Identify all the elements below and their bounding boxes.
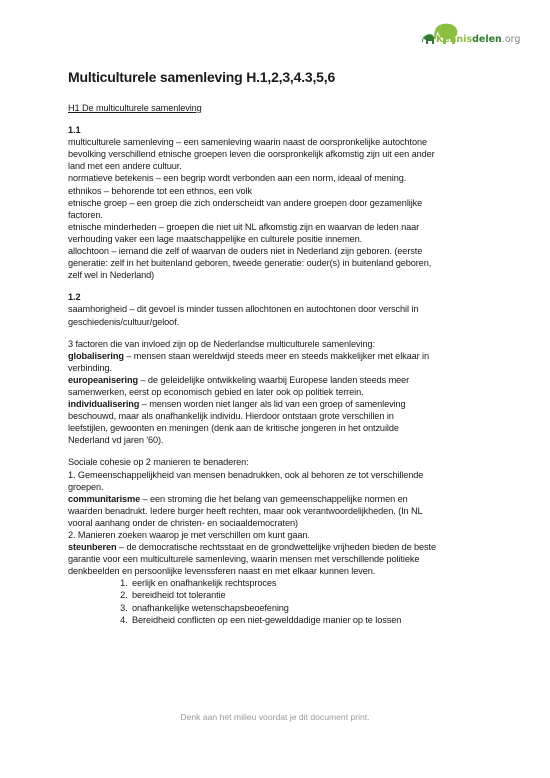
text-line: 2. Manieren zoeken waarop je met verschillen om kunt gaan. xyxy=(68,530,310,540)
text-line: geschiedenis/cultuur/geloof. xyxy=(68,316,180,327)
kennisdelen-logo[interactable] xyxy=(422,22,530,54)
section-1-2-body xyxy=(68,303,494,327)
steunberen-list xyxy=(68,577,494,625)
logo-text: Kennisdelen.org xyxy=(436,34,521,45)
text-line: steunberen – de democratische rechtsstaat en de grondwettelijke vrijheden bieden de beste xyxy=(68,542,437,553)
text-line: verhouding vaker een lage maatschappelijke en culturele positie innemen. xyxy=(68,233,363,244)
text-line: etnische groep – een groep die zich onderscheidt van andere groepen door gezamenlijke xyxy=(68,197,423,208)
list-item: 1. eerlijk en onafhankelijk rechtsproces xyxy=(130,577,494,589)
term-europeanisering: europeanisering xyxy=(68,374,138,385)
text-line: normatieve betekenis – een begrip wordt verbonden aan een norm, ideaal of mening. xyxy=(68,173,407,184)
text-line: verbinding. xyxy=(68,362,112,373)
section-heading-1-1: 1.1 xyxy=(68,125,81,136)
text-line: vooral aanhang onder de christen- en sociaaldemocraten) xyxy=(68,517,298,528)
document-title: Multiculturele samenleving H.1,2,3,4.3,5,6 xyxy=(68,69,336,85)
text-line: zelf wel in Nederland) xyxy=(68,270,155,281)
text-line: individualisering – mensen worden niet langer als lid van een groep of samenleving xyxy=(68,399,406,410)
term-steunberen: steunberen xyxy=(68,542,117,553)
list-item: 4. Bereidheid conflicten op een niet-gewelddadige manier op te lossen xyxy=(130,614,494,626)
text-line: globalisering – mensen staan wereldwijd steeds meer en steeds makkelijker met elkaar in xyxy=(68,350,430,361)
term-communitarisme: communitarisme xyxy=(68,493,141,504)
list-item: 3. onafhankelijke wetenschapsbeoefening xyxy=(130,602,494,614)
text-line: saamhorigheid – dit gevoel is minder tussen allochtonen en autochtonen door verschil in xyxy=(68,304,419,315)
list-item: 2. bereidheid tot tolerantie xyxy=(130,589,494,601)
text-line: bevolking verschillend etnische groepen leven die oorspronkelijk afkomstig zijn uit een ander xyxy=(68,149,435,160)
factors-block xyxy=(68,338,494,447)
term-globalisering: globalisering xyxy=(68,350,124,361)
text-line: leefstijlen, gewoonten en meningen (denk aan de kritische jongeren in het ontzuilde xyxy=(68,423,399,434)
text-line: multiculturele samenleving – een samenleving waarin naast de oorspronkelijke autochtone xyxy=(68,137,428,148)
cohesion-block xyxy=(68,456,494,625)
text-line: groepen. xyxy=(68,481,104,492)
term-individualisering: individualisering xyxy=(68,399,140,410)
chapter-heading: H1 De multiculturele samenleving xyxy=(68,103,202,113)
cohesion-intro: Sociale cohesie op 2 manieren te benaderen: xyxy=(68,457,249,468)
text-line: ethnikos – behorende tot een ethnos, een volk xyxy=(68,185,252,196)
section-1-1-body xyxy=(68,136,494,281)
footer-note: Denk aan het milieu voordat je dit document print. xyxy=(180,712,370,722)
text-line: land met een andere cultuur. xyxy=(68,161,182,172)
text-line: allochtoon – iemand die zelf of waarvan de ouders niet in Nederland zijn geboren. (eerste xyxy=(68,246,423,257)
text-line: generatie: zelf in het buitenland geboren, tweede generatie: ouder(s) in buitenland geboren, xyxy=(68,258,432,269)
text-line: europeanisering – de geleidelijke ontwikkeling waarbij Europese landen steeds meer xyxy=(68,374,410,385)
text-line: Nederland vd jaren '60). xyxy=(68,435,164,446)
text-line: etnische minderheden – groepen die niet uit NL afkomstig zijn en waarvan de leden naar xyxy=(68,221,420,232)
factors-intro: 3 factoren die van invloed zijn op de Nederlandse multiculturele samenleving: xyxy=(68,338,375,349)
text-line: communitarisme – een stroming die het belang van gemeenschappelijke normen en xyxy=(68,493,408,504)
text-line: beschouwd, maar als onafhankelijk individu. Hierdoor ontstaan grote verschillen in xyxy=(68,411,394,422)
text-line: denkbeelden en persoonlijke levenssferen naast en met elkaar kunnen leven. xyxy=(68,566,376,577)
section-heading-1-2: 1.2 xyxy=(68,292,81,303)
text-line: samenwerken, eerst op economisch gebied en later ook op politiek terrein. xyxy=(68,386,364,397)
text-line: waarden benadrukt. Iedere burger heeft rechten, maar ook verantwoordelijkheden. (In NL xyxy=(68,505,423,516)
document-body xyxy=(68,68,494,626)
text-line: factoren. xyxy=(68,209,103,220)
text-line: 1. Gemeenschappelijkheid van mensen benadrukken, ook al behoren ze tot verschillende xyxy=(68,469,424,480)
text-line: garantie voor een multiculturele samenleving, waarin mensen met verschillende politieke xyxy=(68,554,420,565)
